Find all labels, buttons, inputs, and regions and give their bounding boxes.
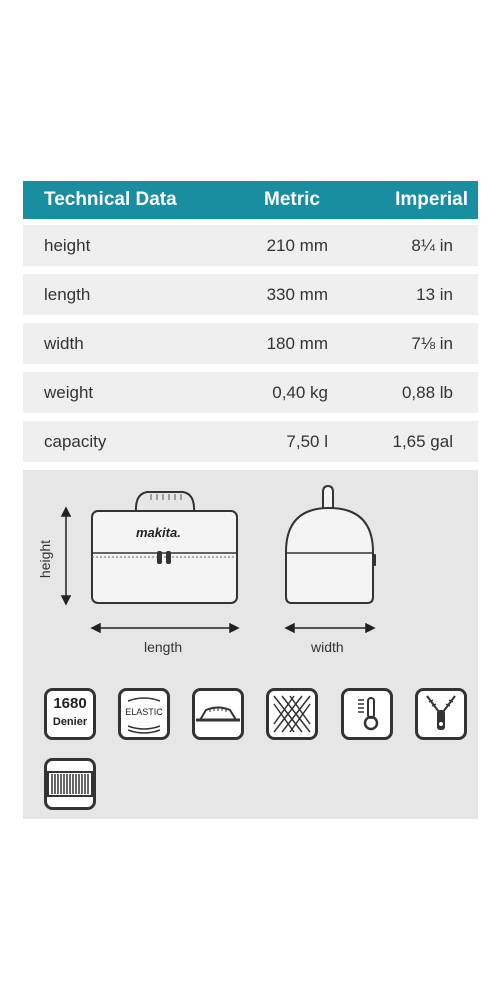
table-row-width (23, 323, 478, 364)
product-diagram-panel (23, 470, 478, 819)
row-imperial-value: 8¼ in (411, 236, 453, 255)
velcro-strap-icon (44, 758, 96, 810)
row-metric-value: 210 mm (266, 236, 328, 255)
row-imperial-value: 0,88 lb (401, 383, 453, 402)
bag-handle (136, 492, 194, 512)
header-technical-data: Technical Data (44, 189, 177, 210)
height-arrow (62, 508, 70, 604)
table-header (23, 181, 478, 219)
bag-brand-logo: makita. (136, 525, 181, 540)
row-imperial-value: 13 in (416, 285, 453, 304)
elastic-icon: ELASTIC (118, 688, 170, 740)
row-imperial-value: 1,65 gal (392, 432, 453, 451)
table-row-length (23, 274, 478, 315)
row-imperial-value: 7⅛ in (411, 334, 453, 353)
header-metric: Metric (264, 189, 320, 210)
height-label: height (37, 539, 53, 579)
bag-side-body (286, 508, 373, 603)
table-row-capacity (23, 421, 478, 462)
row-label: width (44, 334, 84, 353)
row-metric-value: 0,40 kg (272, 383, 328, 402)
row-label: length (44, 285, 91, 304)
table-row-height (23, 225, 478, 266)
length-arrow (92, 624, 238, 632)
row-metric-value: 7,50 l (286, 432, 328, 451)
bag-side-handle (323, 486, 333, 510)
carry-handle-icon (192, 688, 244, 740)
temperature-icon (341, 688, 393, 740)
technical-data-sheet (23, 181, 478, 728)
table-row-weight (23, 372, 478, 413)
width-label: width (311, 639, 344, 655)
zipper-icon (415, 688, 467, 740)
row-metric-value: 180 mm (266, 334, 328, 353)
row-metric-value: 330 mm (266, 285, 328, 304)
row-label: capacity (44, 432, 107, 451)
length-label: length (144, 639, 183, 655)
header-imperial: Imperial (395, 189, 468, 210)
row-label: height (44, 236, 91, 255)
row-label: weight (44, 383, 94, 402)
material-1680-denier-icon: 1680 Denier (44, 688, 96, 740)
mesh-icon (266, 688, 318, 740)
width-arrow (286, 624, 374, 632)
